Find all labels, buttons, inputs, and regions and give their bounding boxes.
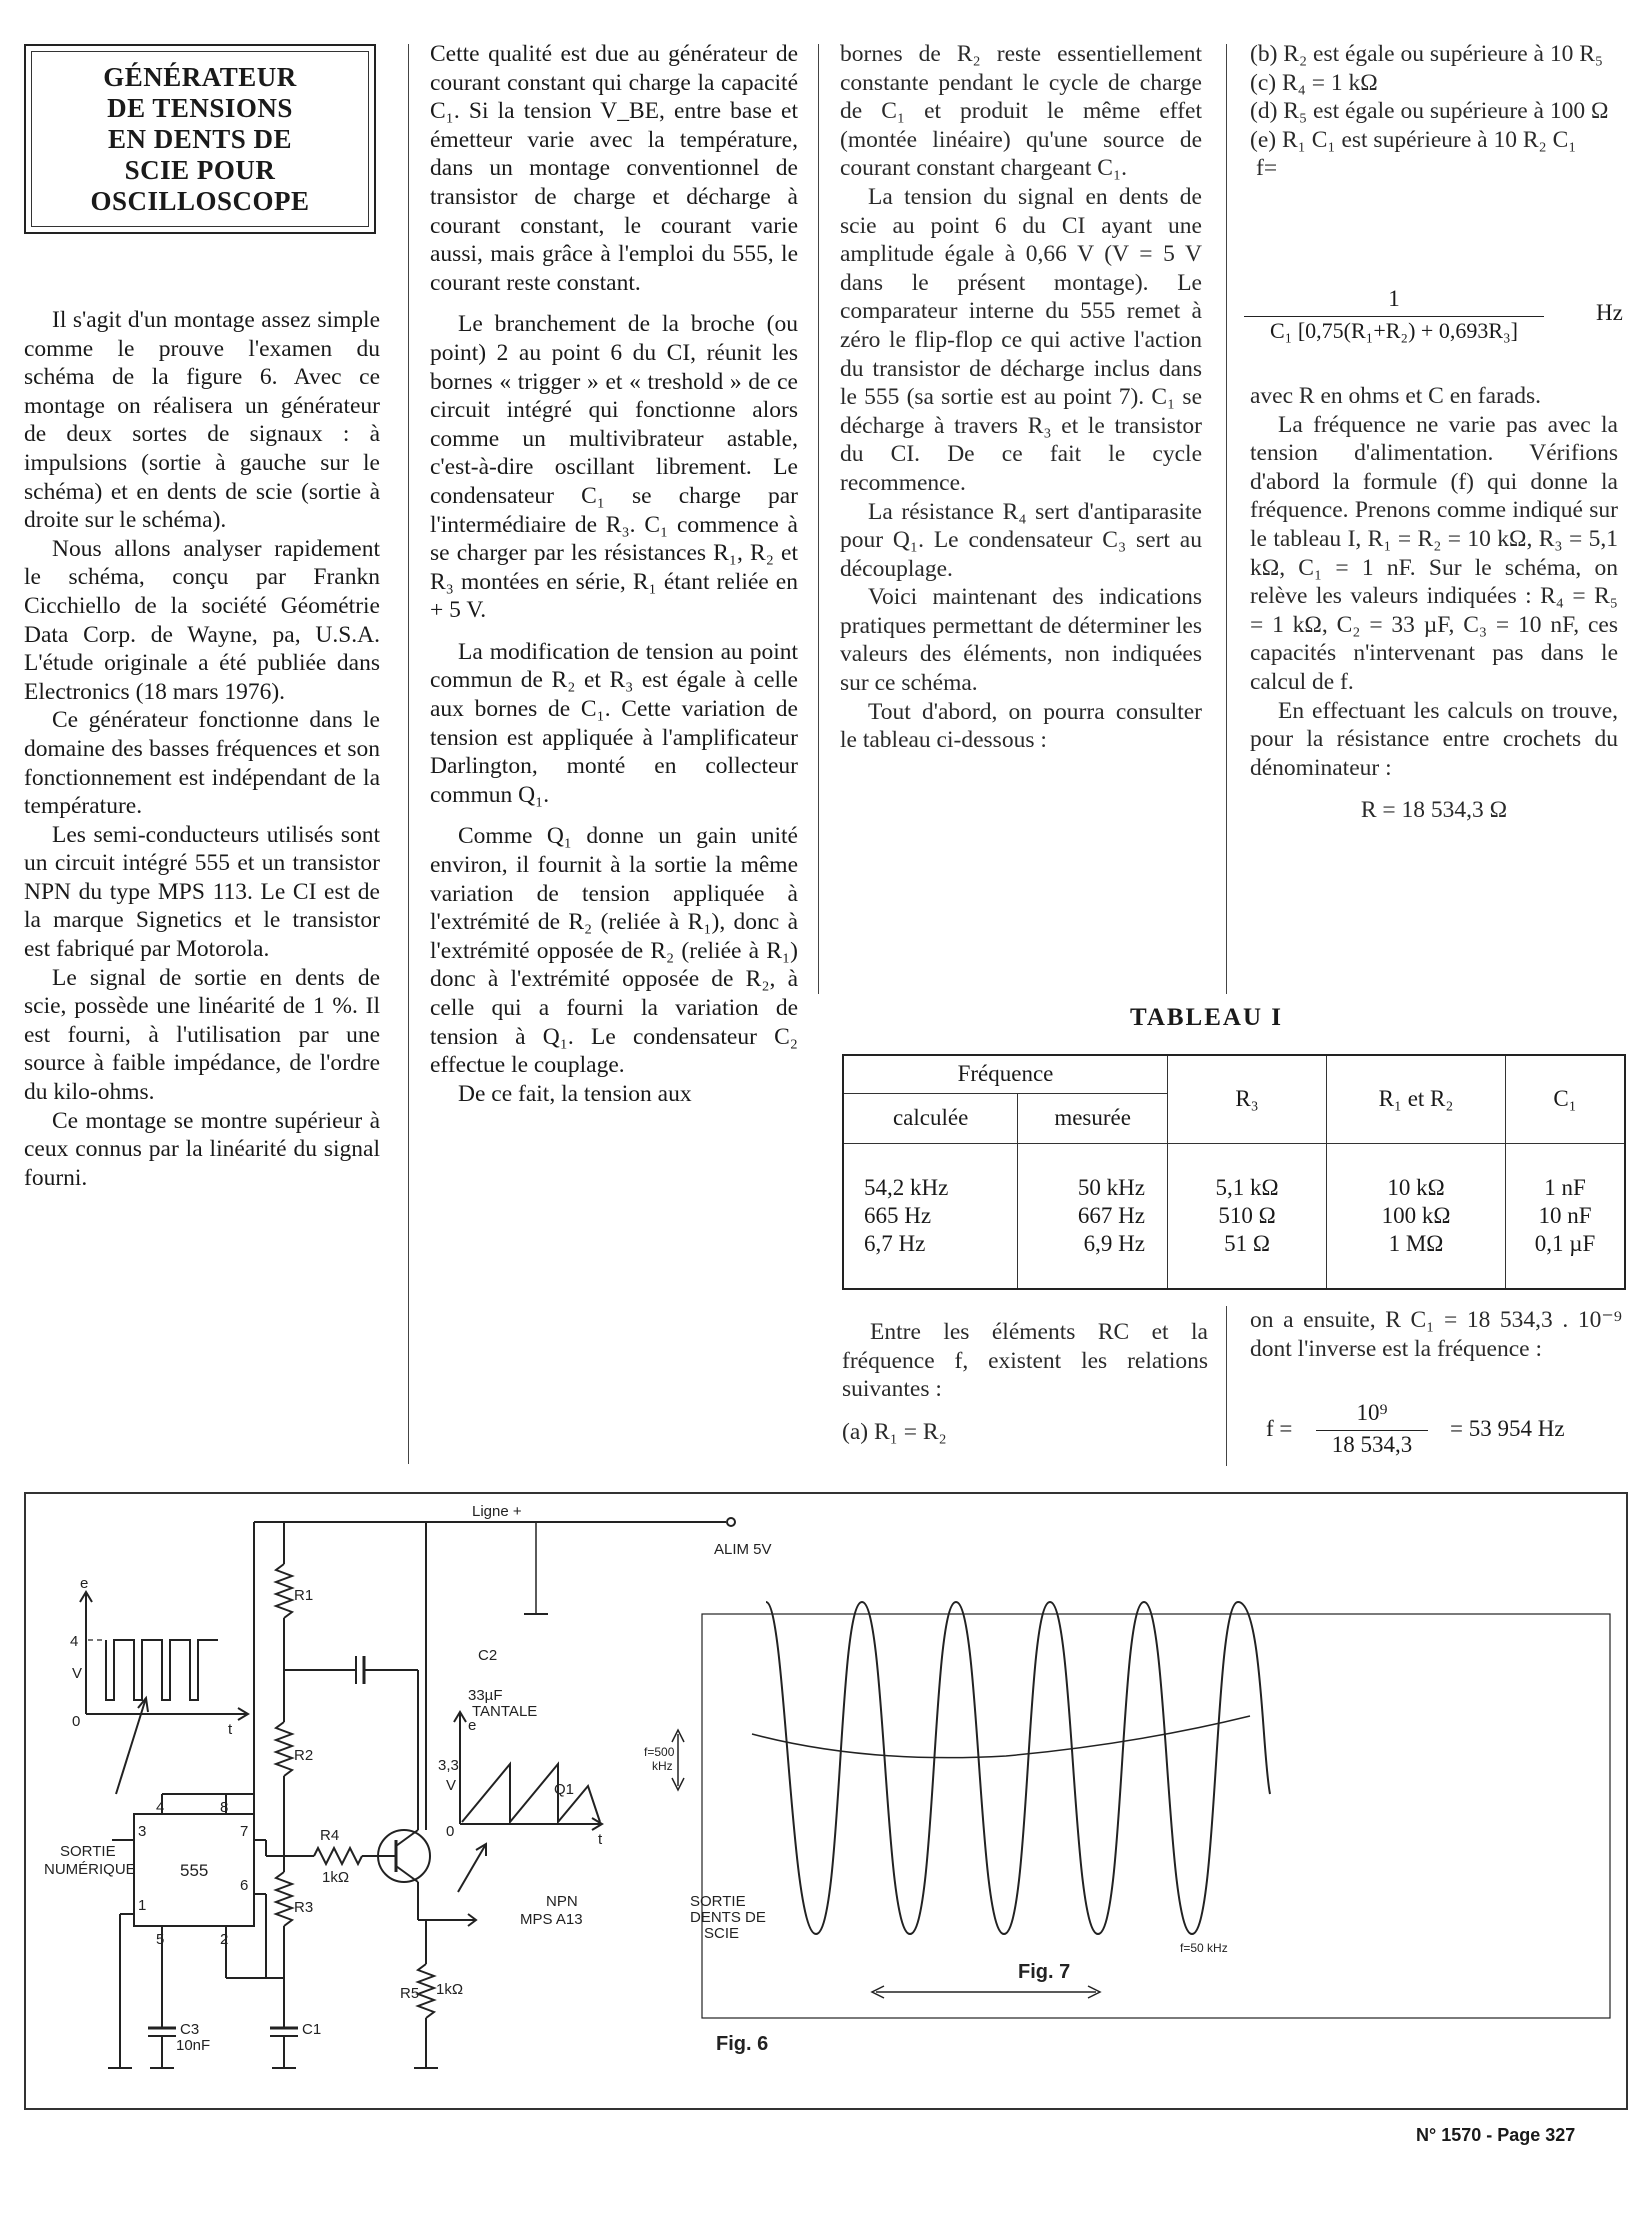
paragraph: avec R en ohms et C en farads. [1250,383,1542,409]
formula-denominator: C₁ [0,75(R₁+R₂) + 0,693R₃] [1270,318,1518,343]
table-header-calculated: calculée [843,1093,1018,1143]
paragraph: La fréquence ne varie pas avec la tension d'alimentation. Vérifions d'abord la formule (f) qui donne la fréquence. Prenons comme indiqué sur le tableau I, R₁ = R₂ = 10 kΩ, R₃ = 5,1 kΩ, C₁ = 1 nF. Sur le schéma, on relève les valeurs indiquées : R₄ = R₅ = 1 kΩ, C₂ = 33 µF, C₃ = 10 nF, ces capacités n'intervenant pas dans le calcul de f. [1250,411,1618,695]
condition-b: (b) R₂ est égale ou supérieure à 10 R₅ [1250,41,1604,67]
table-header-measured: mesurée [1018,1093,1168,1143]
label-r4-value: 1kΩ [322,1869,350,1886]
paragraph: on a ensuite, R C₁ = 18 534,3 . 10⁻⁹ dont l'inverse est la fréquence : [1250,1307,1622,1362]
paragraph: Ce montage se montre supérieur à ceux connus par la linéarité du signal fourni. [24,1107,380,1191]
table-title: TABLEAU I [1130,1004,1283,1031]
label-alim: ALIM 5V [714,1541,772,1558]
table-row [843,1143,1625,1289]
column-divider [1226,1306,1227,1466]
column-divider [408,44,409,1464]
axis-e2: e [468,1717,477,1734]
column-4-continued [1250,382,1618,825]
table-cell: 1 MΩ [1388,1230,1444,1256]
axis-4: 4 [70,1633,79,1650]
label-c1: C1 [302,2021,322,2038]
formula-denominator: 18 534,3 [1331,1432,1413,1457]
column-3 [840,40,1202,755]
waveform-fig7 [672,1602,1610,2018]
pin-8: 8 [220,1799,229,1816]
paragraph: De ce fait, la tension aux [458,1080,692,1107]
formula-rhs: = 53 954 Hz [1450,1416,1565,1441]
below-table-left [842,1318,1208,1446]
label-c3: C3 [180,2021,200,2038]
paragraph: Entre les éléments RC et la fréquence f, existent les relations suivantes : [842,1319,1208,1403]
fig7-x-label: f=50 kHz [1180,1941,1228,1955]
resistor-r2 [276,1722,292,1776]
pin-2: 2 [220,1931,229,1948]
paragraph: Les semi-conducteurs utilisés sont un circuit intégré 555 et un transistor NPN du type MPS 113. Le CI est de la marque Signetics et le transistor est fabriqué par Motorola. [24,821,380,963]
pin-3: 3 [138,1823,147,1840]
fig7-y-label-2: kHz [652,1759,673,1773]
table-header-c1: C₁ [1506,1055,1626,1143]
table-cell: 51 Ω [1224,1230,1270,1256]
column-2 [430,40,798,1108]
label-r3: R3 [294,1899,314,1916]
table-header-r1-r2: R₁ et R₂ [1327,1055,1506,1143]
axis-0: 0 [72,1713,81,1730]
article-title: GÉNÉRATEUR DE TENSIONS EN DENTS DE SCIE POUR OSCILLOSCOPE [90,61,310,216]
condition-e: (e) R₁ C₁ est supérieure à 10 R₂ C₁ [1250,126,1577,153]
label-npn: NPN [546,1893,578,1910]
column-divider [1226,44,1227,994]
pin-4: 4 [156,1799,165,1816]
formula-numerator: 1 [1388,286,1400,311]
paragraph: Cette qualité est due au générateur de courant constant qui charge la capacité C₁. Si la tension V_BE, entre base et émetteur varie avec la température, dans un montage conventionnel de transistor de charge et décharge à courant constant, le courant varie aussi, mais grâce à l'emploi du 555, le courant reste constant. [430,41,798,296]
table-cell: 0,1 µF [1534,1230,1596,1256]
resistor-r5 [418,1964,434,2018]
table-cell: 1 nF [1544,1174,1586,1200]
table-cell: 6,7 Hz [864,1230,926,1256]
relation-a: (a) R₁ = R₂ [842,1418,947,1445]
label-c2-value: 33µF [468,1687,503,1704]
resistor-r1 [276,1564,292,1618]
paragraph: Le branchement de la broche (ou point) 2 au point 6 du CI, réunit les bornes « trigger » et « treshold » de ce circuit intégré qui fonctionne alors comme un multivibrateur astable, c'est-à-dire oscillant librement. Le condensateur C₁ se charge par l'intermédiaire de R₃. C₁ commence à se charger par les résistances R₁, R₂ et R₃ montées en série, R₁ étant reliée en + 5 V. [430,311,798,624]
formula-numerator: 10⁹ [1356,1400,1388,1425]
resistor-r4 [314,1848,362,1864]
page-number: N° 1570 - Page 327 [1416,2125,1576,2145]
paragraph: En effectuant les calculs on trouve, pour la résistance entre crochets du dénominateur : [1250,697,1618,781]
table-cell: 6,9 Hz [1083,1230,1145,1256]
label-mps: MPS A13 [520,1911,583,1928]
table-header-frequency: Fréquence [843,1055,1168,1093]
label-out-saw-2: DENTS DE [690,1909,766,1926]
pin-6: 6 [240,1877,249,1894]
table-1 [842,1054,1626,1290]
table-cell: 54,2 kHz [864,1174,949,1200]
table-cell: 667 Hz [1077,1202,1145,1228]
pin-5: 5 [156,1931,165,1948]
label-r5-value: 1kΩ [436,1981,464,1998]
label-out-saw-3: SCIE [704,1925,740,1942]
axis-33: 3,3 [438,1757,459,1774]
below-table-right [1250,1306,1622,1363]
paragraph: Il s'agit d'un montage assez simple comme le prouve l'examen du schéma de la figure 6. Avec ce montage on réalisera un générateur de deux sortes de signaux : à impulsions (sortie à gauche sur le schéma) et en dents de scie (sortie à droite sur le schéma). [24,307,380,534]
label-c3-value: 10nF [176,2037,211,2054]
column-1 [24,306,380,1192]
label-r5: R5 [400,1985,420,2002]
label-r4: R4 [320,1827,340,1844]
axis-t2: t [598,1831,603,1848]
label-out-num-1: SORTIE [60,1843,116,1860]
fig7-y-label-1: f=500 [644,1745,675,1759]
label-r1: R1 [294,1587,314,1604]
condition-c: (c) R₄ = 1 kΩ [1250,69,1378,96]
paragraph: La tension du signal en dents de scie au point 6 du CI ayant une amplitude égale à 0,66 V (V = 5 V dans le présent montage). Le comparateur interne du 555 remet à zéro le flip-flop ce qui active l'action du transistor de décharge inclus dans le 555 (sa sortie est au point 7). C₁ se décharge à travers R₃ et le transistor du CI. De ce fait le cycle recommence. [840,183,1202,496]
pin-1: 1 [138,1897,147,1914]
paragraph: La résistance R₄ sert d'antiparasite pour Q₁. Le condensateur C₃ sert au découplage. [840,498,1202,582]
paragraph: Ce générateur fonctionne dans le domaine des basses fréquences et son fonctionnement est indépendant de la température. [24,707,380,820]
paragraph: Nous allons analyser rapidement le schéma, conçu par Frankn Cicchiello de la société Géométrie Data Corp. de Wayne, pa, U.S.A. L'étude originale a été publiée dans Electronics (18 mars 1976). [24,535,380,705]
paragraph: bornes de R₂ reste essentiellement constante pendant le cycle de charge de C₁ et produit le même effet (montée linéaire) qu'une source de courant constant chargeant C₁. [840,41,1202,182]
axis-e: e [80,1575,89,1592]
label-out-saw-1: SORTIE [690,1893,746,1910]
title-box [24,44,376,234]
table-header-r3: R₃ [1168,1055,1327,1143]
formula-lhs: f = [1266,1416,1293,1441]
paragraph: Tout d'abord, on pourra consulter le tableau ci-dessous : [840,698,1202,754]
condition-d: (d) R₅ est égale ou supérieure à 100 Ω [1250,98,1609,125]
table-cell: 5,1 kΩ [1215,1174,1279,1200]
table-cell: 10 nF [1538,1202,1592,1228]
label-ligne: Ligne + [472,1503,522,1520]
fig6-label: Fig. 6 [716,2033,769,2055]
label-q1: Q1 [554,1781,575,1798]
table-cell: 100 kΩ [1381,1202,1451,1228]
axis-02: 0 [446,1823,455,1840]
frequency-formula [1244,286,1632,346]
resistance-result: R = 18 534,3 Ω [1360,797,1508,824]
table-cell: 10 kΩ [1387,1174,1445,1200]
column-4 [1250,40,1618,183]
label-c2-type: TANTALE [472,1703,538,1720]
paragraph: Le signal de sortie en dents de scie, possède une linéarité de 1 %. Il est fourni, à l'utilisation par une source à faible impédance, de l'ordre du kilo-ohms. [24,964,380,1106]
label-ic: 555 [180,1861,209,1880]
table-cell: 510 Ω [1218,1202,1276,1228]
paragraph: Comme Q₁ donne un gain unité environ, il fournit à la sortie la même variation de tension appliquée à l'extrémité de R₂ (reliée à R₁), donc à l'extrémité opposée de R₂ (reliée à R₁) donc à l'extrémité opposée de R₂, à celle qui a fourni la variation de tension à Q₁. Le condensateur C₂ effectue le couplage. [430,823,798,1079]
final-frequency-formula [1266,1400,1626,1460]
column-divider [818,44,819,994]
table-cell: 665 Hz [864,1202,932,1228]
label-out-num-2: NUMÉRIQUE [44,1861,136,1878]
paragraph: La modification de tension au point commun de R₂ et R₃ est égale à celle aux bornes de C₁. Cette variation de tension est appliquée à l'amplificateur Darlington, monté en collecteur commun Q₁. [430,638,798,808]
axis-t: t [228,1721,233,1738]
label-c2: C2 [478,1647,498,1664]
label-r2: R2 [294,1747,314,1764]
formula-unit: Hz [1596,300,1623,325]
condition-f: f= [1256,155,1278,182]
pin-7: 7 [240,1823,249,1840]
table-cell: 50 kHz [1077,1174,1145,1200]
fig7-label: Fig. 7 [1018,1961,1071,1983]
paragraph: Voici maintenant des indications pratiques permettant de déterminer les valeurs des éléments, non indiquées sur ce schéma. [840,584,1202,697]
figures-frame [24,1492,1628,2110]
axis-v2: V [446,1777,457,1794]
figures-svg [26,1494,1630,2112]
axis-v: V [72,1665,83,1682]
resistor-r3 [276,1872,292,1926]
